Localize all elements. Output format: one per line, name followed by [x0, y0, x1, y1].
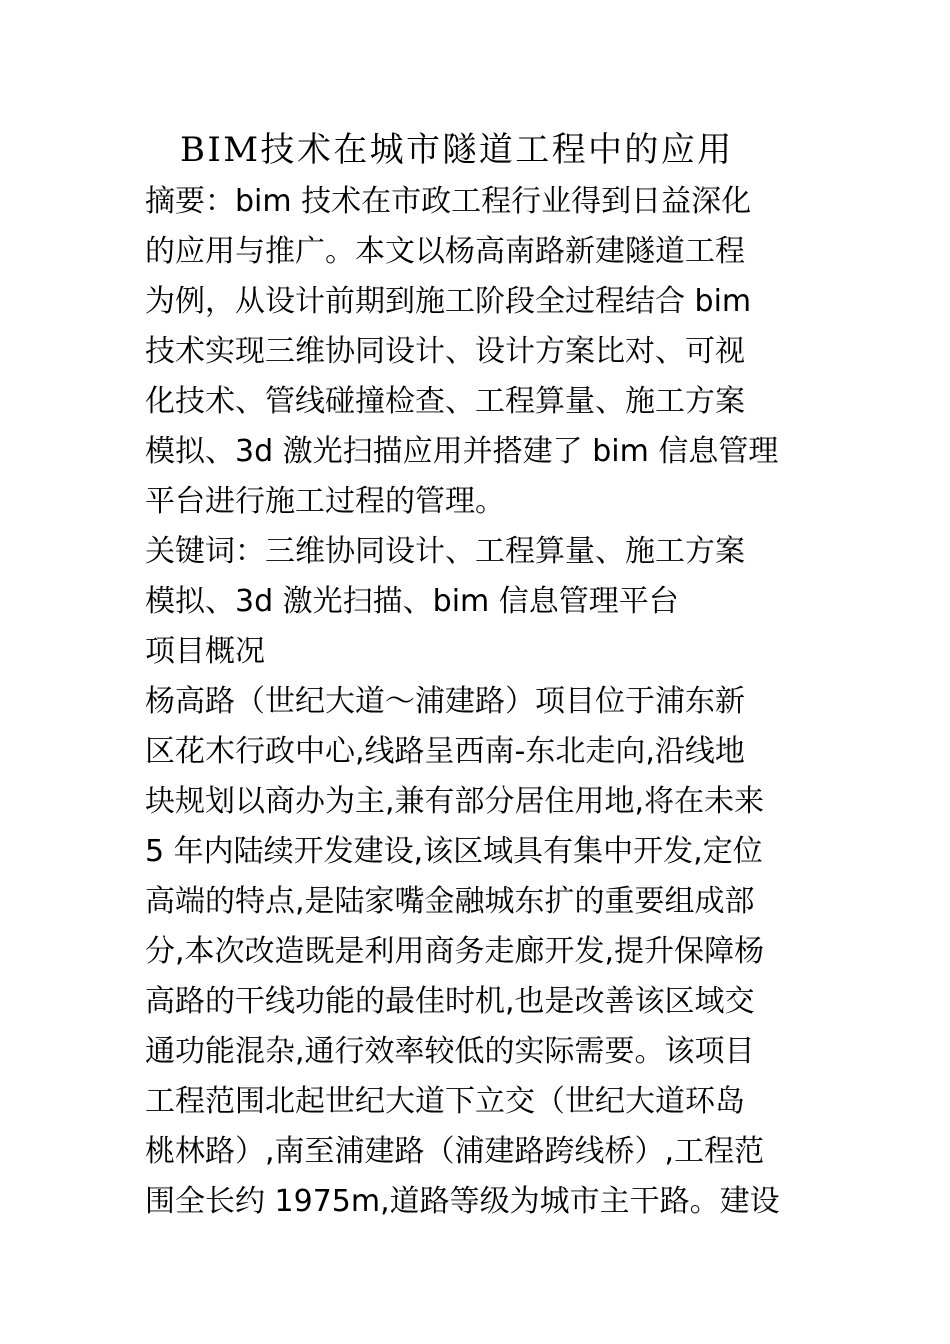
paragraph-line: 工程范围北起世纪大道下立交（世纪大道环岛: [145, 1084, 745, 1119]
abstract-line: 为例，从设计前期到施工阶段全过程结合 bim: [145, 284, 752, 319]
paragraph-line: 区花木行政中心,线路呈西南-东北走向,沿线地: [145, 734, 745, 769]
paragraph-line: 杨高路（世纪大道～浦建路）项目位于浦东新: [145, 684, 745, 719]
paragraph-line: 块规划以商办为主,兼有部分居住用地,将在未来: [145, 784, 765, 819]
abstract-line: 模拟、3d 激光扫描应用并搭建了 bim 信息管理: [145, 434, 779, 469]
keywords-line: 关键词：三维协同设计、工程算量、施工方案: [145, 534, 745, 569]
paragraph-line: 桃林路）,南至浦建路（浦建路跨线桥）,工程范: [145, 1134, 765, 1169]
paragraph-line: 高路的干线功能的最佳时机,也是改善该区域交: [145, 984, 755, 1019]
abstract-line: 化技术、管线碰撞检查、工程算量、施工方案: [145, 384, 745, 419]
paragraph-line: 通功能混杂,通行效率较低的实际需要。该项目: [145, 1034, 755, 1069]
document-body: [145, 177, 820, 1227]
section-heading: 项目概况: [145, 634, 265, 669]
paragraph-line: 5 年内陆续开发建设,该区域具有集中开发,定位: [145, 834, 763, 869]
paragraph-line: 围全长约 1975m,道路等级为城市主干路。建设: [145, 1184, 780, 1219]
document-title: BIM技术在城市隧道工程中的应用: [180, 130, 734, 170]
keywords-line: 模拟、3d 激光扫描、bim 信息管理平台: [145, 584, 679, 619]
abstract-line: 技术实现三维协同设计、设计方案比对、可视: [145, 334, 745, 369]
abstract-line: 的应用与推广。本文以杨高南路新建隧道工程: [145, 234, 745, 269]
paragraph-line: 分,本次改造既是利用商务走廊开发,提升保障杨: [145, 934, 765, 969]
paragraph-line: 高端的特点,是陆家嘴金融城东扩的重要组成部: [145, 884, 755, 919]
abstract-line: 平台进行施工过程的管理。: [145, 484, 505, 519]
abstract-line: 摘要：bim 技术在市政工程行业得到日益深化: [145, 184, 752, 219]
